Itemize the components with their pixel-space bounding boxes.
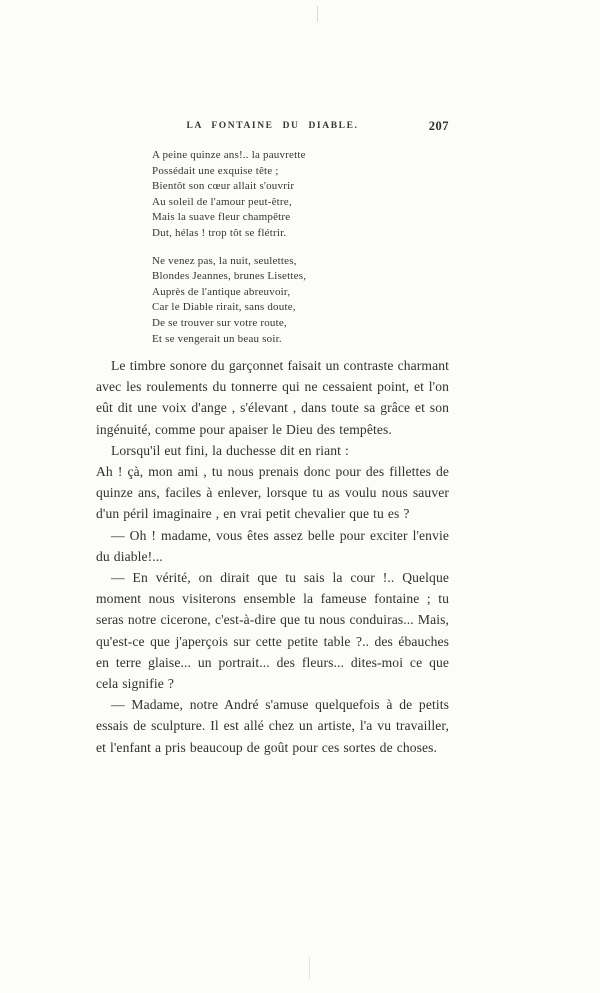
poem [152,148,392,347]
poem-stanza-1 [152,148,392,242]
poem-line: Blondes Jeannes, brunes Lisettes, [152,270,307,283]
prose-body [96,355,449,758]
poem-stanza-2 [152,254,392,348]
scan-fold-mark-top [317,6,318,22]
poem-line: Car le Diable rirait, sans doute, [152,301,296,314]
poem-line: Dut, hélas ! trop tôt se flétrir. [152,226,287,239]
poem-line: Auprès de l'antique abreuvoir, [152,285,291,298]
running-title: LA FONTAINE DU DIABLE. [186,121,359,131]
page-header [96,121,449,135]
poem-line: A peine quinze ans!.. la pauvrette [152,149,306,161]
poem-line: Possédait une exquise tête ; [152,164,279,177]
paragraph-narration: Le timbre sonore du garçonnet faisait un contraste charmant avec les roulements du tonnerre qui ne cessaient point, et l'on eût dit une voix d'ange , s'élevant , dans toute sa grâce et son ingénuité, comme pour apaiser le Dieu des tempêtes. [96,358,449,437]
poem-line: Bientôt son cœur allait s'ouvrir [152,180,295,193]
paragraph-dialogue: — Oh ! madame, vous êtes assez belle pour exciter l'envie du diable!... [96,527,449,564]
poem-line: De se trouver sur votre route, [152,316,287,329]
poem-line: Au soleil de l'amour peut-être, [152,195,292,208]
scan-fold-mark-bottom [309,957,310,979]
paragraph-dialogue: — Madame, notre André s'amuse quelquefois à de petits essais de sculpture. Il est allé chez un artiste, l'a vu travailler, et l'enfant a pris beaucoup de goût pour ces sortes de choses. [96,697,449,755]
poem-line: Et se vengerait un beau soir. [152,332,282,345]
poem-line: Ne venez pas, la nuit, seulettes, [152,254,297,267]
paragraph-dialogue: Ah ! çà, mon ami , tu nous prenais donc pour des fillettes de quinze ans, faciles à enlever, lorsque tu as voulu nous sauver d'un péril imaginaire , en vrai petit chevalier que tu es ? [96,464,449,522]
paragraph-dialogue: — En vérité, on dirait que tu sais la cour !.. Quelque moment nous visiterons ensemble la fameuse fontaine ; tu seras notre cicerone, c'est-à-dire que tu nous conduiras... Mais, qu'est-ce que j'aperçois sur cette petite table ?.. des ébauches en terre glaise... un portrait... des fleurs... dites-moi ce que cela signifie ? [96,570,449,692]
poem-line: Mais la suave fleur champêtre [152,211,291,224]
paragraph-narration: Lorsqu'il eut fini, la duchesse dit en riant : [111,442,349,458]
page-number: 207 [428,119,449,133]
